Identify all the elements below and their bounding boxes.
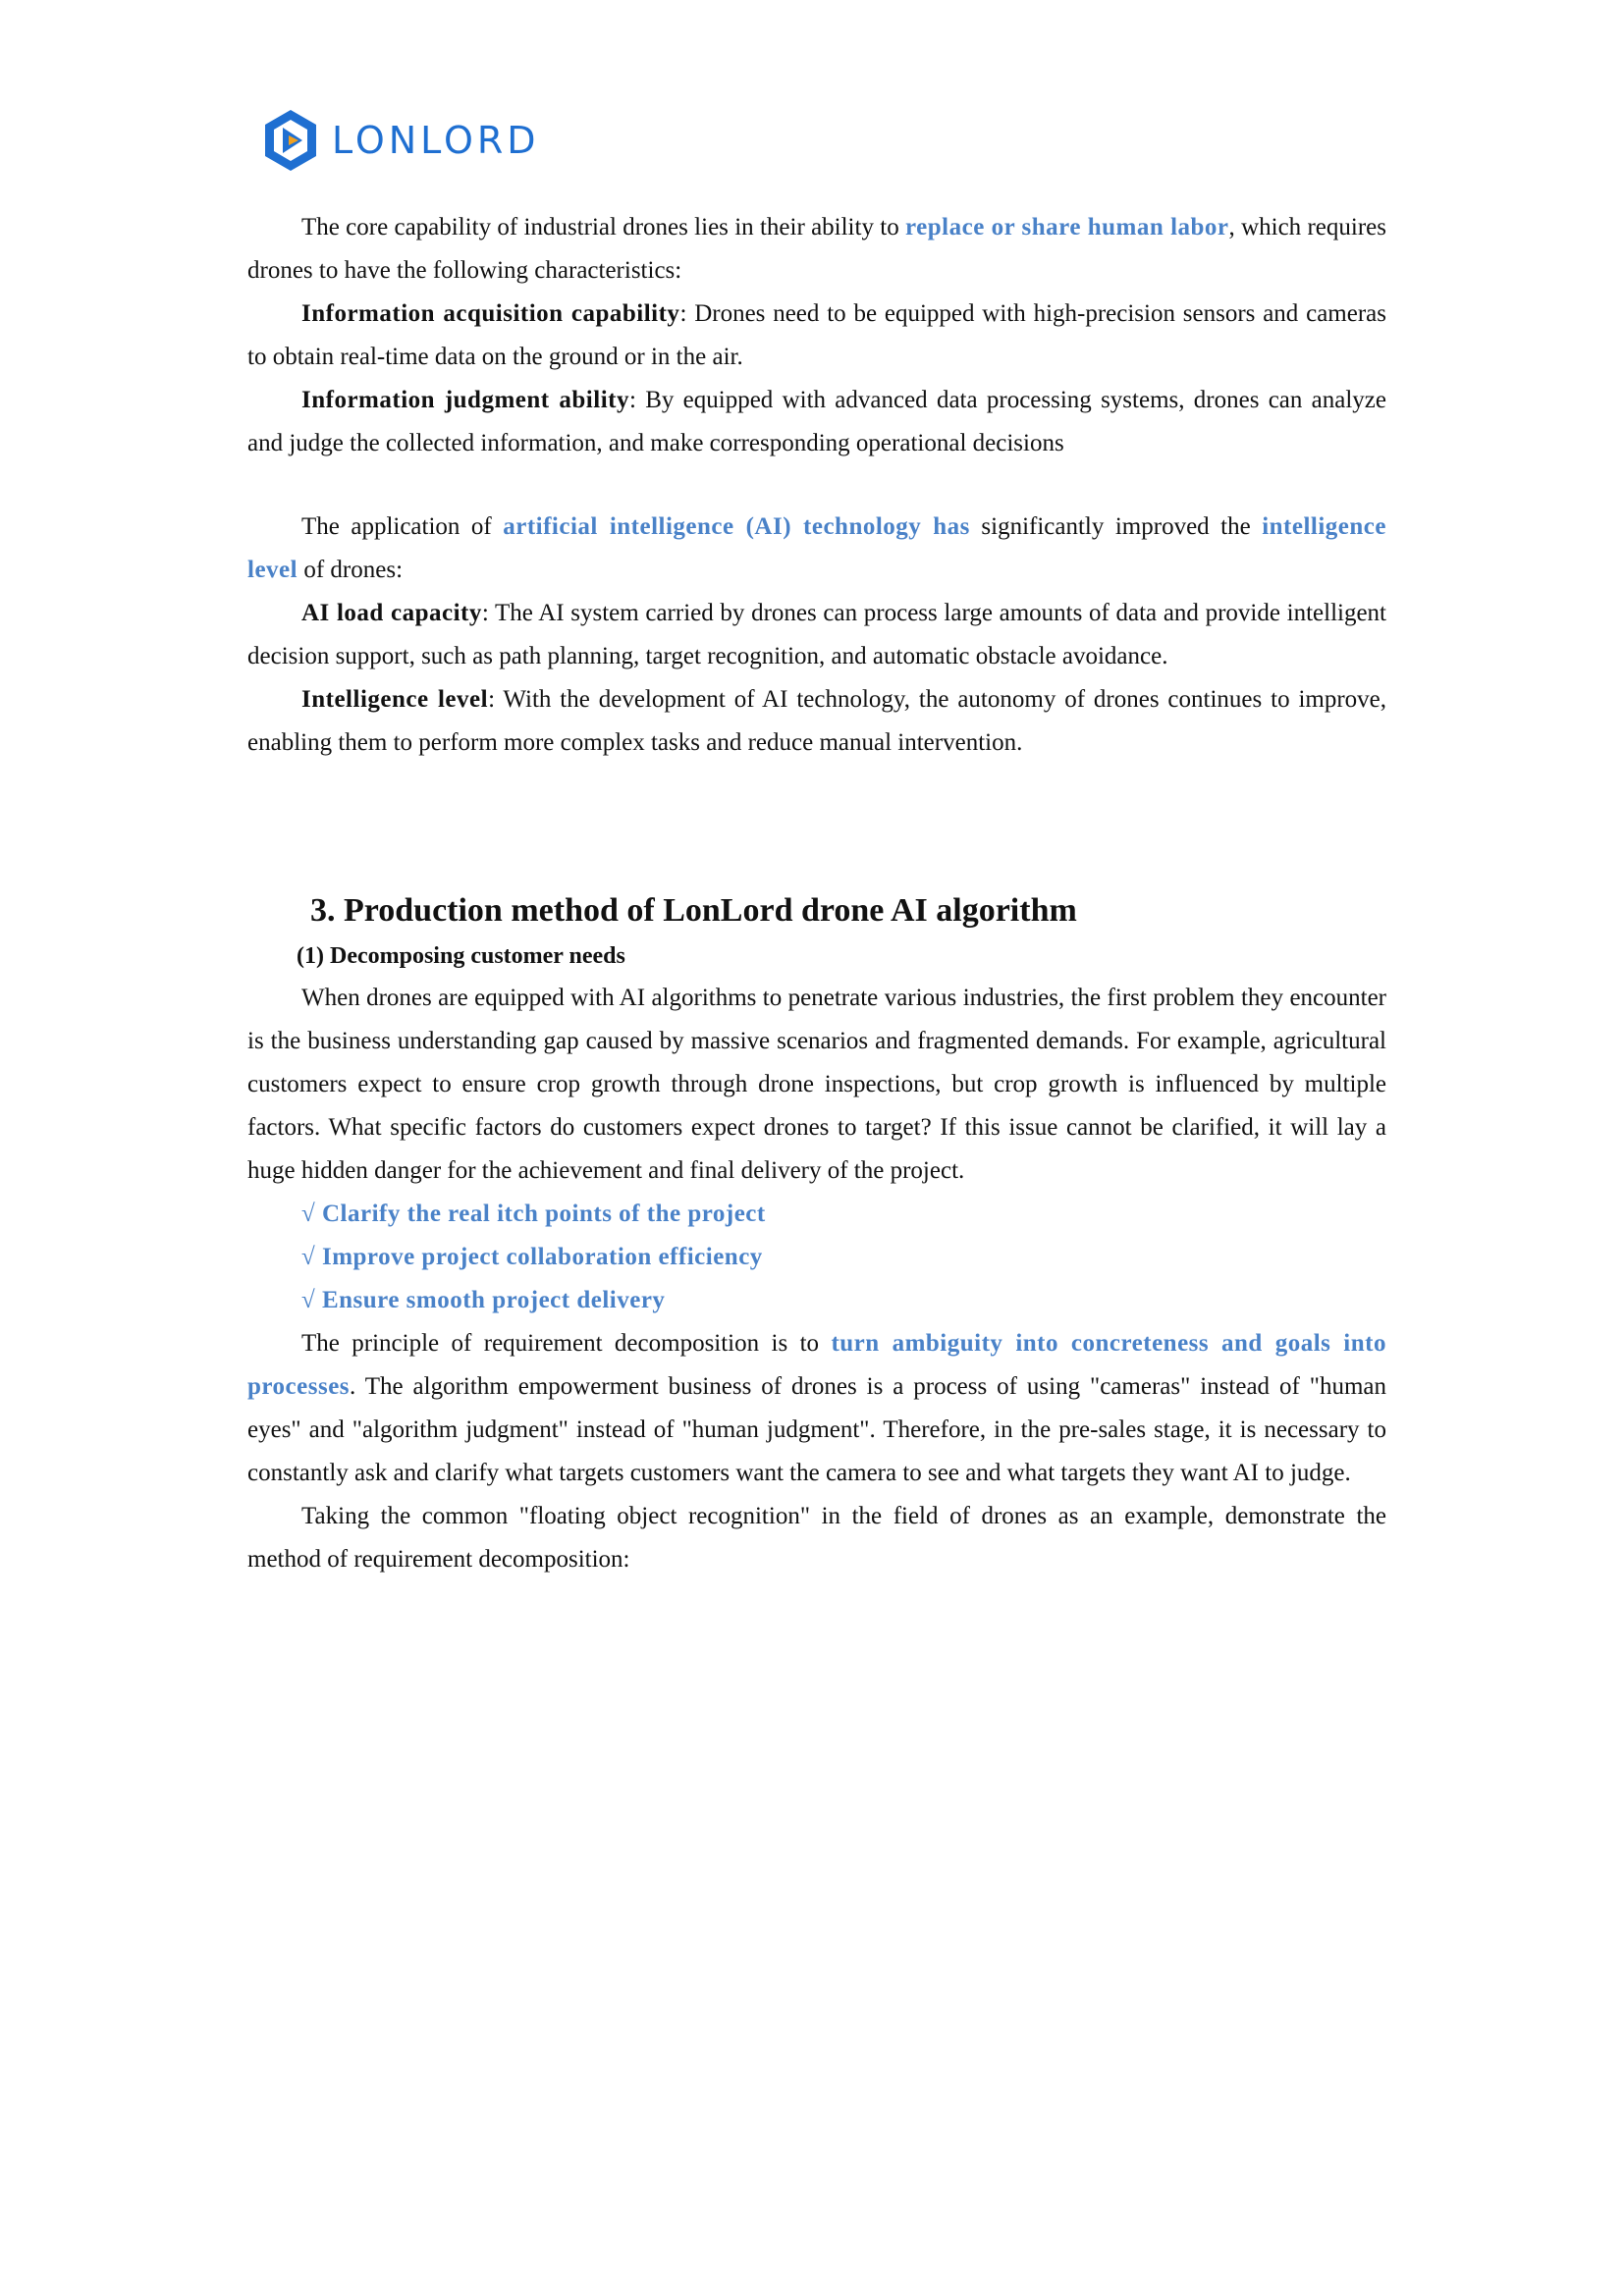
logo-wordmark: LONLORD: [332, 119, 540, 162]
highlight-ai-technology: artificial intelligence (AI) technology has: [503, 513, 970, 540]
ai-item-intelligence-level: Intelligence level: With the development of AI technology, the autonomy of drones continues to improve, enabling them to perform more complex tasks and reduce manual intervention.: [247, 686, 1387, 756]
section3-heading: 3. Production method of LonLord drone AI algorithm: [310, 892, 1077, 929]
capability-item-acquisition: Information acquisition capability: Drones need to be equipped with high-precision sensors and cameras to obtain real-time data on the ground or in the air.: [247, 300, 1386, 370]
ai-item-load-capacity: AI load capacity: The AI system carried by drones can process large amounts of data and provide intelligent decision support, such as path planning, target recognition, and automatic obstacle avoidance.: [247, 600, 1386, 669]
section3-subheading: (1) Decomposing customer needs: [297, 943, 625, 969]
checklist-item: √ Improve project collaboration efficiency: [301, 1244, 763, 1270]
checklist: [247, 1193, 1386, 1322]
term-acquisition: Information acquisition capability: [301, 300, 680, 327]
intro-section: [247, 206, 1386, 465]
intro-paragraph: The core capability of industrial drones lies in their ability to replace or share human labor, which requires drones to have the following characteristics:: [247, 214, 1386, 284]
ai-intro-paragraph: The application of artificial intelligence (AI) technology has significantly improved the intelligence level of drones:: [247, 513, 1386, 583]
section3-body: [247, 977, 1386, 1581]
highlight-principle: turn ambiguity into concreteness and goals into processes: [247, 1330, 1386, 1400]
lonlord-logo-icon: [263, 108, 318, 173]
principle-paragraph: The principle of requirement decomposition is to turn ambiguity into concreteness and goals into processes. The algorithm empowerment business of drones is a process of using "cameras" instead of "human eyes" and "algorithm judgment" instead of "human judgment". Therefore, in the pre-sales stage, it is necessary to constantly ask and clarify what targets customers want the camera to see and what targets they want AI to judge.: [247, 1330, 1386, 1486]
company-logo: [263, 106, 540, 175]
term-intelligence: Intelligence level: [301, 686, 489, 713]
checklist-item: √ Ensure smooth project delivery: [301, 1287, 666, 1313]
ai-section: [247, 506, 1386, 765]
example-paragraph: Taking the common "floating object recognition" in the field of drones as an example, demonstrate the method of requirement decomposition:: [247, 1503, 1386, 1573]
needs-paragraph: When drones are equipped with AI algorithms to penetrate various industries, the first problem they encounter is the business understanding gap caused by massive scenarios and fragmented demands. For example, agricultural customers expect to ensure crop growth through drone inspections, but crop growth is influenced by multiple factors. What specific factors do customers expect drones to target? If this issue cannot be clarified, it will lay a huge hidden danger for the achievement and final delivery of the project.: [247, 985, 1386, 1184]
term-ai-load: AI load capacity: [301, 600, 482, 626]
term-judgment: Information judgment ability: [301, 387, 629, 413]
highlight-labor: replace or share human labor: [905, 214, 1229, 240]
checklist-item: √ Clarify the real itch points of the project: [301, 1201, 766, 1227]
capability-item-judgment: Information judgment ability: By equipped with advanced data processing systems, drones can analyze and judge the collected information, and make corresponding operational decisions: [247, 387, 1387, 456]
highlight-intelligence-level: intelligence level: [247, 513, 1386, 583]
